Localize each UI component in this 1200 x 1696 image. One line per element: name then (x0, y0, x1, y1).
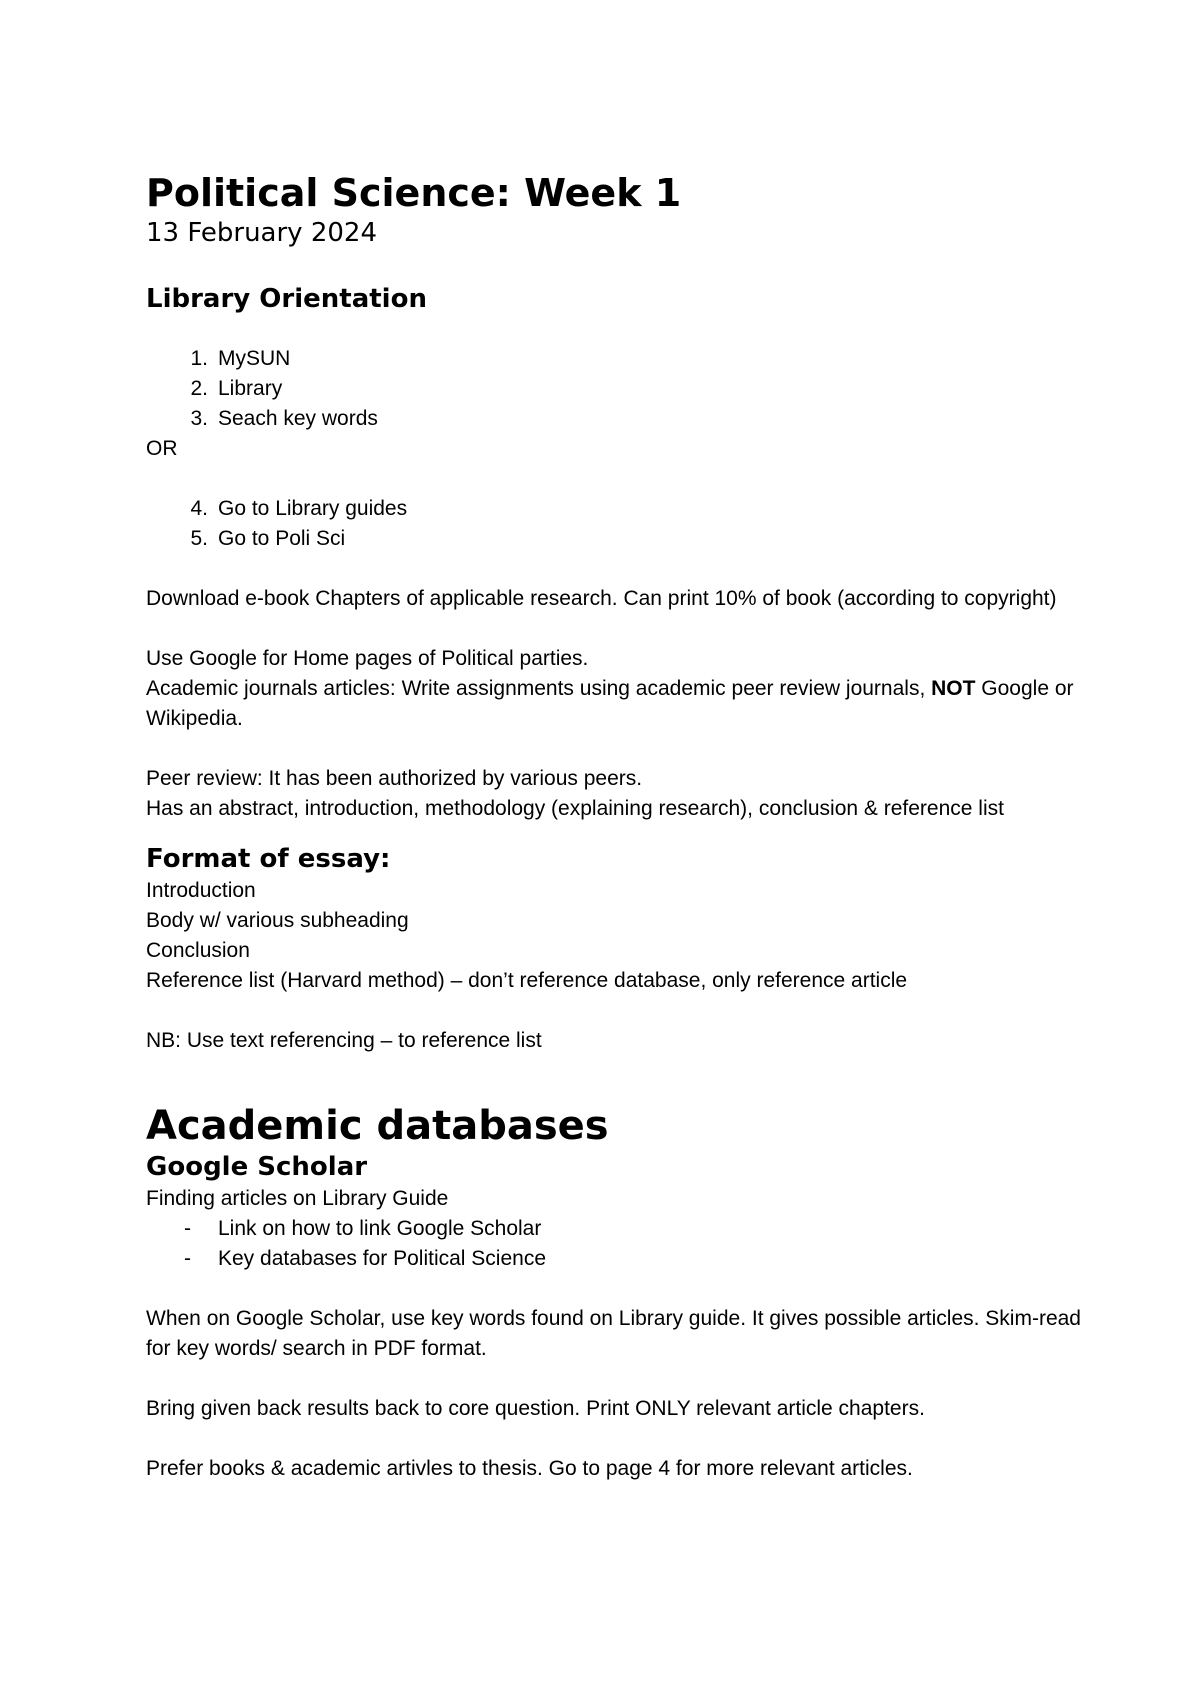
google-paragraph: Use Google for Home pages of Political parties. (146, 647, 589, 670)
list-item: 2. Library (190, 377, 283, 400)
emphasis-not: NOT (931, 677, 976, 700)
list-item: 1. MySUN (190, 347, 291, 370)
section-heading-academic-databases: Academic databases (146, 1103, 609, 1149)
nb-paragraph: NB: Use text referencing – to reference list (146, 1029, 542, 1052)
subheading-google-scholar: Google Scholar (146, 1152, 368, 1182)
date-subtitle: 13 February 2024 (146, 218, 377, 248)
format-item: Introduction (146, 879, 256, 902)
list-item: - Link on how to link Google Scholar (184, 1217, 542, 1240)
list-item: 4. Go to Library guides (190, 497, 408, 520)
results-paragraph: Bring given back results back to core question. Print ONLY relevant article chapters. (146, 1397, 925, 1420)
list-item: - Key databases for Political Science (184, 1247, 547, 1270)
scholar-paragraph: When on Google Scholar, use key words found on Library guide. It gives possible articles. Skim-read for key words/ search in PDF format. (146, 1307, 1081, 1360)
document-content (146, 170, 1096, 1484)
list-item: 5. Go to Poli Sci (190, 527, 346, 550)
format-item: Conclusion (146, 939, 250, 962)
format-item: Reference list (Harvard method) – don’t reference database, only reference article (146, 969, 908, 992)
structure-paragraph: Has an abstract, introduction, methodology (explaining research), conclusion & reference list (146, 797, 1004, 820)
steps-list-a (146, 344, 1096, 434)
section-heading-format-of-essay: Format of essay: (146, 844, 391, 874)
list-item: 3. Seach key words (190, 407, 378, 430)
prefer-books-paragraph: Prefer books & academic artivles to thesis. Go to page 4 for more relevant articles. (146, 1457, 913, 1480)
page-title: Political Science: Week 1 (146, 171, 682, 215)
download-paragraph: Download e-book Chapters of applicable research. Can print 10% of book (according to copyright) (146, 587, 1057, 610)
journals-paragraph: Academic journals articles: Write assignments using academic peer review journals, NOT Google or Wikipedia. (146, 677, 1074, 730)
peer-review-paragraph: Peer review: It has been authorized by various peers. (146, 767, 643, 790)
section-heading-library-orientation: Library Orientation (146, 284, 427, 314)
databases-intro: Finding articles on Library Guide (146, 1187, 449, 1210)
databases-bullet-list (146, 1214, 1096, 1274)
or-label: OR (146, 437, 178, 460)
steps-list-b (146, 494, 1096, 554)
format-item: Body w/ various subheading (146, 909, 409, 932)
